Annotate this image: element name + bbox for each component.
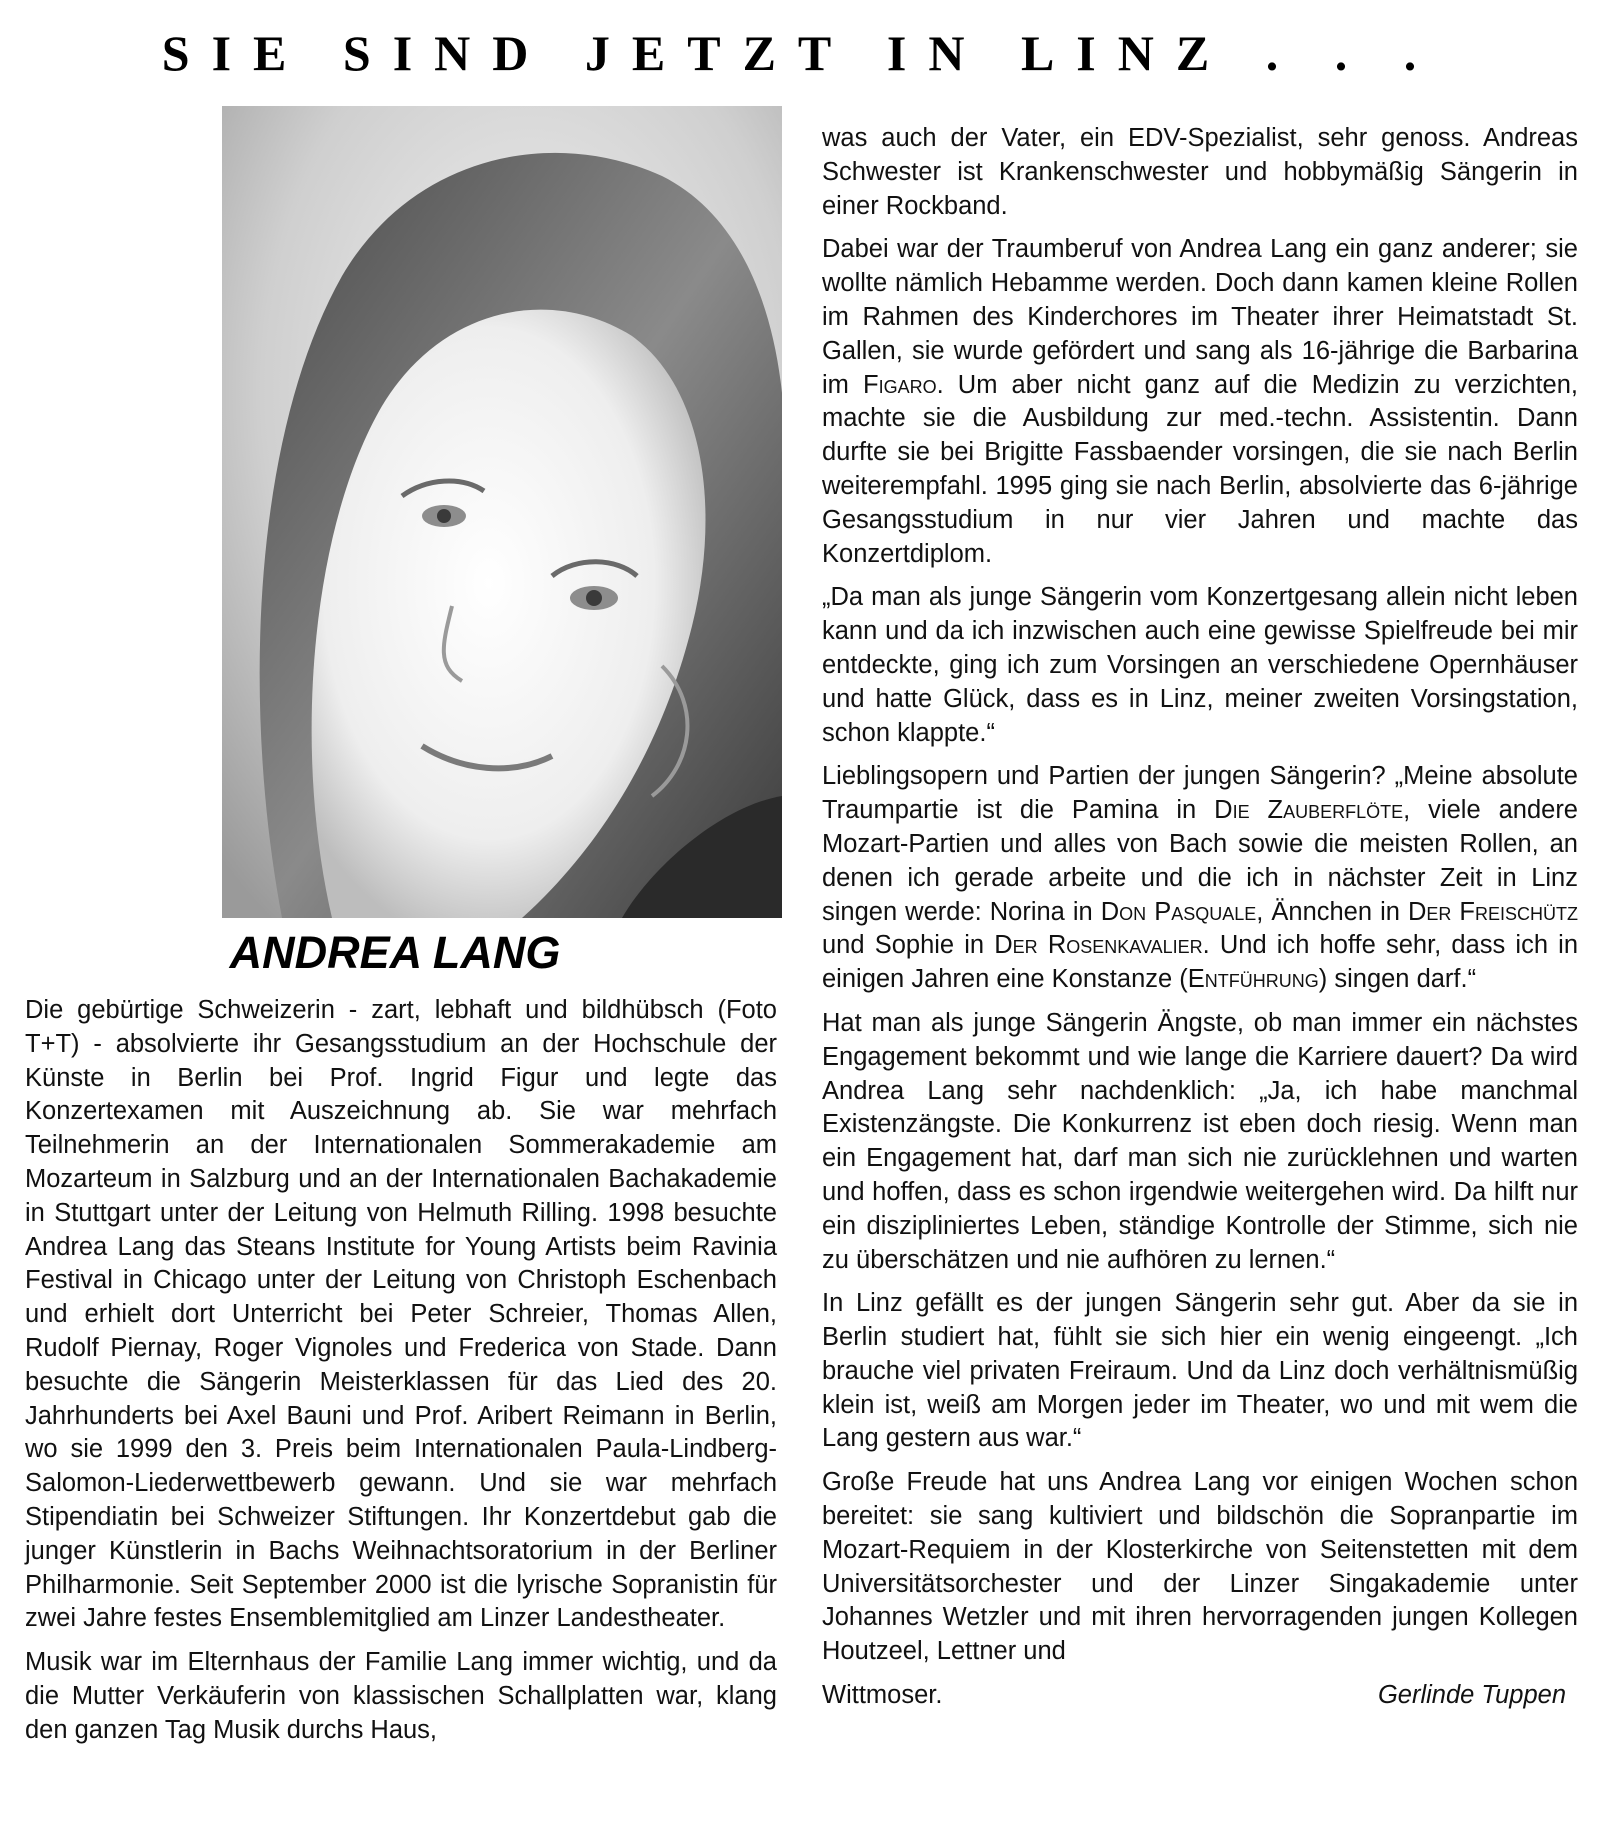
portrait-photo-graphic: [222, 106, 782, 918]
text-run: , viele andere Mozart-Partien und alles von Bach sowie die meisten Rollen, an denen ich gerade arbeite und die ich in nächster Zeit in Linz singen werde: Norina in: [822, 796, 1578, 926]
author-signature: Gerlinde Tuppen: [1377, 1681, 1566, 1710]
paragraph: Die gebürtige Schweizerin - zart, lebhaft und bildhübsch (Foto T+T) - absolvierte ihr Gesangsstudium an der Hochschule der Künste in Berlin bei Prof. Ingrid Figur und legte das Konzertexamen mit Auszeichnung ab. Sie war mehrfach Teilnehmerin an der Internationalen Sommerakademie am Mozarteum in Salzburg und an der Internationalen Bachakademie in Stuttgart unter der Leitung von Helmuth Rilling. 1998 besuchte Andrea Lang das Steans Institute for Young Artists beim Ravinia Festival in Chicago unter der Leitung von Christoph Eschenbach und erhielt dort Unterricht bei Peter Schreier, Thomas Allen, Rudolf Piernay, Roger Vignoles und Frederica von Stade. Dann besuchte die Sängerin Meisterklassen für das Lied des 20. Jahrhunderts bei Axel Bauni und Prof. Aribert Reimann in Berlin, wo sie 1999 den 3. Preis beim Internationalen Paula-Lindberg-Salomon-Liederwettbewerb gewann. Und sie war mehrfach Stipendiatin bei Schweizer Stiftungen. Ihr Konzertdebut gab die junger Künstlerin in Bachs Weihnachtsoratorium in der Berliner Philharmonie. Seit September 2000 ist die lyrische Sopranistin für zwei Jahre festes Ensemblemitglied am Linzer Landestheater.: [25, 996, 777, 1633]
text-run: . Um aber nicht ganz auf die Medizin zu verzichten, machte sie die Ausbildung zur med.-techn. Assistentin. Dann durfte sie bei Brigitte Fassbaender vorsingen, die sie nach Berlin weiterempfahl. 1995 ging sie nach Berlin, absolvierte das 6-jährige Gesangsstudium in nur vier Jahren und machte das Konzertdiplom.: [822, 370, 1578, 568]
opera-title: Don Pasquale: [1100, 897, 1257, 926]
text-run: , Ännchen in: [1256, 897, 1400, 926]
opera-title: Der Freischütz: [1407, 897, 1578, 926]
text-run: Dabei war der Traumberuf von Andrea Lang ein ganz anderer; sie wollte nämlich Hebamme werden. Doch dann kamen kleine Rollen im Rahmen des Kinderchores im Theater ihrer Heimatstadt St. Gallen, sie wurde gefördert und sang als 16-jährige die Barbarina im: [822, 235, 1578, 399]
paragraph: was auch der Vater, ein EDV-Spezialist, sehr genoss. Andreas Schwester ist Krankenschwester und hobbymäßig Sängerin in einer Rockband.: [822, 124, 1578, 220]
article-column-right: [822, 122, 1578, 1713]
opera-title: Der Rosenkavalier: [994, 931, 1203, 960]
paragraph: [822, 233, 1578, 571]
paragraph: In Linz gefällt es der jungen Sängerin sehr gut. Aber da sie in Berlin studiert hat, fühlt sie sich hier ein wenig eingeengt. „Ich brauche viel privaten Freiraum. Und da Linz doch verhältnismüßig klein ist, weiß am Morgen jeder im Theater, wo und mit wem die Lang gestern aus war.“: [822, 1289, 1578, 1453]
portrait-name: ANDREA LANG: [229, 927, 561, 978]
text-run: . Und ich hoffe sehr, dass ich in einigen Jahren eine Konstanze (: [822, 931, 1578, 994]
paragraph: Große Freude hat uns Andrea Lang vor einigen Wochen schon bereitet: sie sang kultiviert und bildschön die Sopranpartie im Mozart-Requiem in der Klosterkirche von Seitenstetten mit dem Universitätsorchester und der Linzer Singakademie unter Johannes Wetzler und mit ihren hervorragenden jungen Kollegen Houtzeel, Lettner und: [822, 1468, 1578, 1666]
article-headline: SIE SIND JETZT IN LINZ . . .: [161, 25, 1439, 81]
paragraph: Hat man als junge Sängerin Ängste, ob man immer ein nächstes Engagement bekommt und wie lange die Karriere dauert? Da wird Andrea Lang sehr nachdenklich: „Ja, ich habe manchmal Existenzängste. Die Konkurrenz ist eben doch riesig. Wenn man ein Engagement hat, darf man sich nie zurücklehnen und warten und hoffen, dass es schon irgendwie weitergehen wird. Da hilft nur ein diszipliniertes Leben, ständige Kontrolle der Stimme, sich nie zu überschätzen und nie aufhören zu lernen.“: [822, 1008, 1578, 1274]
text-run: Wittmoser.: [822, 1681, 943, 1710]
article-column-left: [25, 994, 777, 1748]
text-run: ) singen darf.“: [1318, 965, 1477, 994]
text-run: und Sophie in: [822, 931, 985, 960]
paragraph: [822, 760, 1578, 997]
opera-title: Entführung: [1187, 965, 1319, 994]
text-run: Lieblingsopern und Partien der jungen Sängerin? „Meine absolute Traumpartie ist die Pamina in: [822, 762, 1578, 825]
paragraph: Musik war im Elternhaus der Familie Lang immer wichtig, und da die Mutter Verkäuferin von klassischen Schallplatten war, klang den ganzen Tag Musik durchs Haus,: [25, 1648, 777, 1744]
opera-title: Die Zauberflöte: [1214, 796, 1404, 825]
opera-title: Figaro: [863, 370, 937, 399]
paragraph: „Da man als junge Sängerin vom Konzertgesang allein nicht leben kann und da ich inzwischen auch eine gewisse Spielfreude bei mir entdeckte, ging ich zum Vorsingen an verschiedene Opernhäuser und hatte Glück, dass es in Linz, meiner zweiten Vorsingstation, schon klappte.“: [822, 583, 1578, 747]
closing-line: [822, 1679, 1578, 1713]
portrait-photo: [222, 106, 782, 918]
